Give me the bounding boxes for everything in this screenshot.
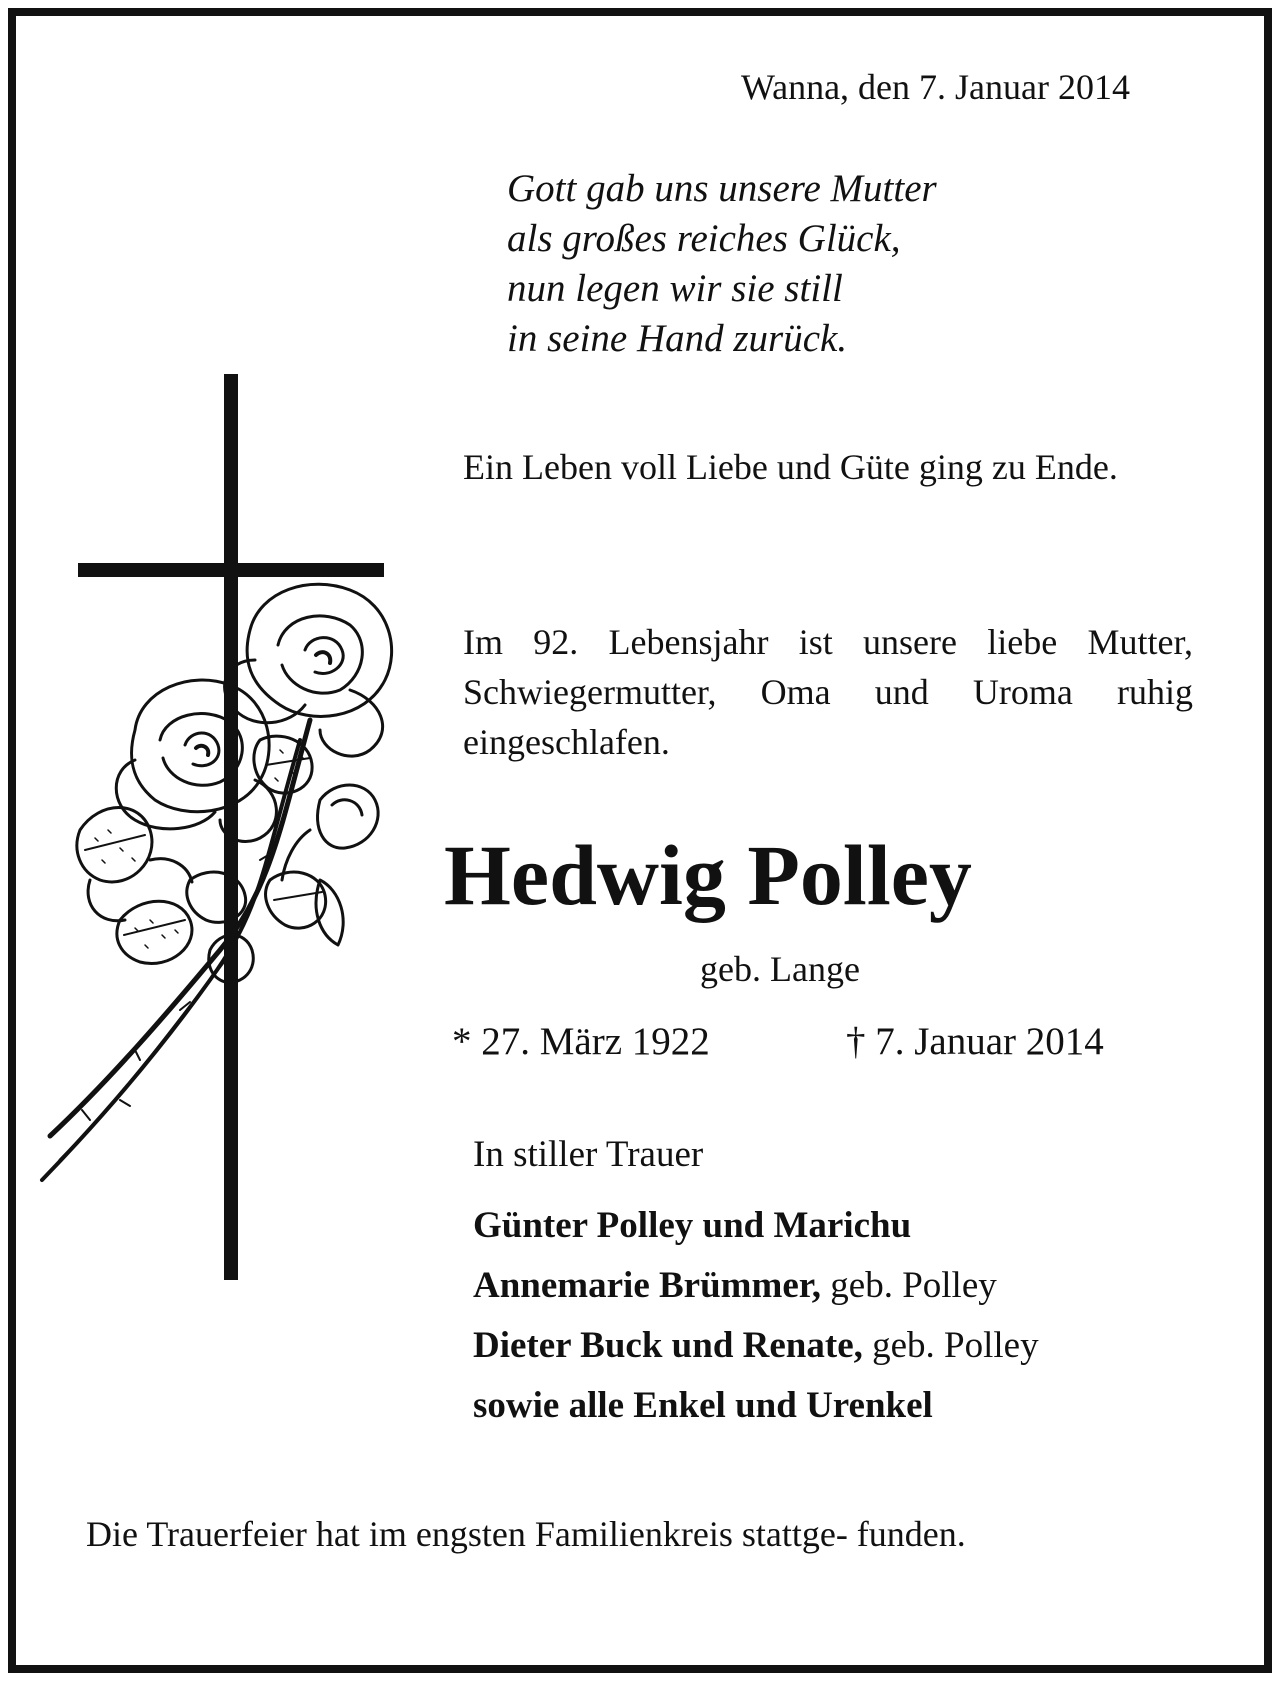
- mourner-name: Günter Polley und Marichu: [473, 1205, 912, 1246]
- poem: [507, 164, 937, 364]
- death-date: † 7. Januar 2014: [846, 1020, 1104, 1063]
- mourning-line: In stiller Trauer: [473, 1134, 704, 1175]
- mourners-list: [473, 1196, 1039, 1436]
- mourner-name: sowie alle Enkel und Urenkel: [473, 1385, 933, 1426]
- mourner-entry: [473, 1376, 1039, 1436]
- mourner-name: Annemarie Brümmer,: [473, 1265, 822, 1306]
- poem-line: Gott gab uns unsere Mutter: [507, 167, 937, 210]
- mourner-entry: [473, 1196, 1039, 1256]
- funeral-note: Die Trauerfeier hat im engsten Familienkreis stattge- funden.: [86, 1514, 966, 1554]
- birth-date: * 27. März 1922: [452, 1020, 710, 1063]
- poem-line: als großes reiches Glück,: [507, 217, 901, 260]
- mourner-note: geb. Polley: [821, 1265, 997, 1306]
- poem-line: nun legen wir sie still: [507, 267, 843, 310]
- mourner-entry: [473, 1316, 1039, 1376]
- life-paragraph: Ein Leben voll Liebe und Güte ging zu Ende.: [463, 447, 1118, 487]
- poem-line: in seine Hand zurück.: [507, 317, 848, 360]
- deceased-name: Hedwig Polley: [444, 827, 972, 923]
- mourner-entry: [473, 1256, 1039, 1316]
- mourner-name: Dieter Buck und Renate,: [473, 1325, 863, 1366]
- place-date: Wanna, den 7. Januar 2014: [741, 67, 1130, 107]
- maiden-name: geb. Lange: [700, 949, 860, 989]
- passing-paragraph: Im 92. Lebensjahr ist unsere liebe Mutter, Schwiegermutter, Oma und Uroma ruhig eingeschlafen.: [463, 622, 1193, 762]
- mourner-note: geb. Polley: [862, 1325, 1039, 1366]
- cross-with-roses-icon: [20, 360, 420, 1300]
